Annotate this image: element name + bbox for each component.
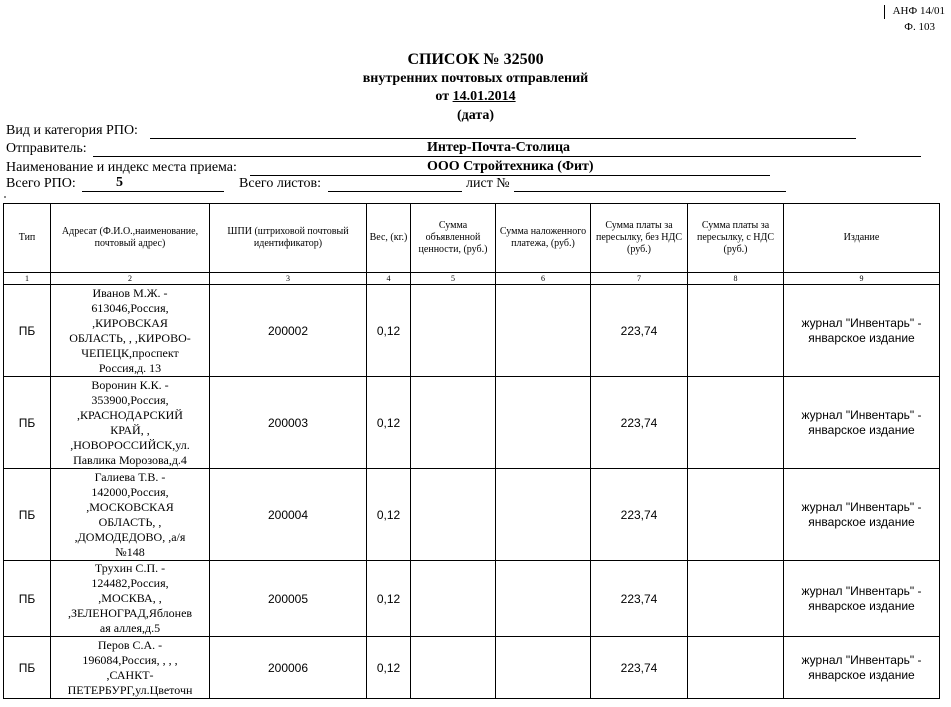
type-cell: ПБ bbox=[4, 377, 51, 469]
col-num: 5 bbox=[411, 273, 496, 285]
document-date bbox=[0, 89, 951, 105]
text-cursor bbox=[884, 5, 885, 19]
address-line: КРАЙ, , bbox=[110, 422, 150, 437]
declared-cell bbox=[411, 377, 496, 469]
col-num: 9 bbox=[784, 273, 940, 285]
fee-vat-cell bbox=[688, 561, 784, 637]
address-cell bbox=[51, 469, 210, 561]
fee-cell: 223,74 bbox=[591, 469, 688, 561]
address-line: Воронин К.К. - bbox=[91, 377, 169, 392]
address-line: Перов С.А. - bbox=[97, 637, 163, 652]
date-value: 14.01.2014 bbox=[452, 89, 516, 104]
fee-vat-cell bbox=[688, 285, 784, 377]
header-addressee: Адресат (Ф.И.О.,наименование, почтовый адрес) bbox=[51, 204, 210, 273]
address-line: ,ЗЕЛЕНОГРАД,Яблонев bbox=[67, 606, 193, 620]
column-numbers-row bbox=[4, 273, 940, 285]
address-line: ая аллея,д.5 bbox=[99, 621, 161, 635]
col-num: 4 bbox=[367, 273, 411, 285]
header-shpi: ШПИ (штриховой почтовый идентификатор) bbox=[210, 204, 367, 273]
edition-cell bbox=[784, 377, 940, 469]
type-cell: ПБ bbox=[4, 469, 51, 561]
col-num: 7 bbox=[591, 273, 688, 285]
address-line: ЧЕПЕЦК,проспект bbox=[81, 345, 179, 360]
header-row bbox=[4, 204, 940, 273]
sender-value: Интер-Почта-Столица bbox=[427, 140, 571, 155]
weight-cell: 0,12 bbox=[367, 637, 411, 699]
table-row bbox=[4, 377, 940, 469]
table-row bbox=[4, 469, 940, 561]
header-type: Тип bbox=[4, 204, 51, 273]
sheet-line bbox=[514, 191, 786, 192]
address-line: Павлика Морозова,д.4 bbox=[73, 452, 187, 467]
col-num: 8 bbox=[688, 273, 784, 285]
weight-cell: 0,12 bbox=[367, 377, 411, 469]
declared-cell bbox=[411, 561, 496, 637]
address-line: №148 bbox=[115, 544, 145, 559]
fee-cell: 223,74 bbox=[591, 637, 688, 699]
address-cell bbox=[51, 285, 210, 377]
edition-cell bbox=[784, 469, 940, 561]
header-declared-value: Сумма объявленной ценности, (руб.) bbox=[411, 204, 496, 273]
date-caption: (дата) bbox=[456, 108, 495, 123]
edition-cell bbox=[784, 637, 940, 699]
margin-mark bbox=[4, 196, 6, 198]
place-value: ООО Стройтехника (Фит) bbox=[427, 159, 594, 174]
edition-line: январское издание bbox=[808, 667, 915, 682]
sheet-label: лист № bbox=[466, 176, 510, 191]
fee-vat-cell bbox=[688, 637, 784, 699]
header-weight: Вес, (кг.) bbox=[367, 204, 411, 273]
shpi-cell: 200002 bbox=[210, 285, 367, 377]
table-row bbox=[4, 285, 940, 377]
total-line bbox=[82, 191, 224, 192]
edition-line: январское издание bbox=[808, 598, 915, 613]
shpi-cell: 200004 bbox=[210, 469, 367, 561]
address-clip bbox=[51, 638, 209, 698]
edition-cell bbox=[784, 561, 940, 637]
cod-cell bbox=[496, 285, 591, 377]
address-cell bbox=[51, 637, 210, 699]
header-fee: Сумма платы за пересылку, без НДС (руб.) bbox=[591, 204, 688, 273]
edition-line: журнал "Инвентарь" - bbox=[801, 407, 922, 422]
shpi-cell: 200003 bbox=[210, 377, 367, 469]
table-row bbox=[4, 637, 940, 699]
document-title: СПИСОК № 32500 bbox=[407, 51, 544, 68]
cod-cell bbox=[496, 561, 591, 637]
type-cell: ПБ bbox=[4, 637, 51, 699]
address-line: Галиева Т.В. - bbox=[94, 469, 166, 484]
address-line: ОБЛАСТЬ, , bbox=[98, 514, 162, 529]
weight-cell: 0,12 bbox=[367, 285, 411, 377]
edition-line: январское издание bbox=[808, 422, 915, 437]
address-line: 613046,Россия, bbox=[91, 300, 169, 315]
edition-line: январское издание bbox=[808, 330, 915, 345]
address-line: 142000,Россия, bbox=[91, 484, 169, 499]
form-number: Ф. 103 bbox=[904, 21, 935, 33]
address-line: Трухин С.П. - bbox=[94, 561, 166, 575]
fee-cell: 223,74 bbox=[591, 377, 688, 469]
col-num: 6 bbox=[496, 273, 591, 285]
address-line: ,КИРОВСКАЯ bbox=[92, 315, 168, 330]
address-line: 196084,Россия, , , , bbox=[82, 652, 178, 667]
address-line: ,МОСКОВСКАЯ bbox=[86, 499, 174, 514]
address-line: 353900,Россия, bbox=[91, 392, 169, 407]
date-prefix: от bbox=[435, 89, 450, 104]
edition-line: журнал "Инвентарь" - bbox=[801, 583, 922, 598]
sheets-label: Всего листов: bbox=[239, 176, 321, 191]
total-label: Всего РПО: bbox=[6, 176, 76, 191]
address-line: 124482,Россия, bbox=[91, 576, 169, 590]
col-num: 2 bbox=[51, 273, 210, 285]
fee-cell: 223,74 bbox=[591, 561, 688, 637]
declared-cell bbox=[411, 469, 496, 561]
sender-line bbox=[93, 156, 921, 157]
cod-cell bbox=[496, 637, 591, 699]
type-cell: ПБ bbox=[4, 285, 51, 377]
header-cod: Сумма наложенного платежа, (руб.) bbox=[496, 204, 591, 273]
document-subtitle: внутренних почтовых отправлений bbox=[362, 71, 589, 86]
form-code: АНФ 14/01 bbox=[892, 5, 945, 17]
place-label: Наименование и индекс места приема: bbox=[6, 160, 237, 175]
address-line: Россия,д. 13 bbox=[98, 360, 162, 375]
edition-line: журнал "Инвентарь" - bbox=[801, 652, 922, 667]
header-edition: Издание bbox=[784, 204, 940, 273]
header-fee-vat: Сумма платы за пересылку, с НДС (руб.) bbox=[688, 204, 784, 273]
sheets-line bbox=[328, 191, 462, 192]
address-line: ,МОСКВА, , bbox=[98, 591, 162, 605]
shpi-cell: 200006 bbox=[210, 637, 367, 699]
kind-label: Вид и категория РПО: bbox=[6, 123, 138, 138]
weight-cell: 0,12 bbox=[367, 561, 411, 637]
declared-cell bbox=[411, 285, 496, 377]
declared-cell bbox=[411, 637, 496, 699]
col-num: 1 bbox=[4, 273, 51, 285]
sender-label: Отправитель: bbox=[6, 141, 87, 156]
address-cell bbox=[51, 561, 210, 637]
type-cell: ПБ bbox=[4, 561, 51, 637]
fee-vat-cell bbox=[688, 377, 784, 469]
cod-cell bbox=[496, 469, 591, 561]
edition-line: журнал "Инвентарь" - bbox=[801, 315, 922, 330]
col-num: 3 bbox=[210, 273, 367, 285]
weight-cell: 0,12 bbox=[367, 469, 411, 561]
edition-cell bbox=[784, 285, 940, 377]
address-cell bbox=[51, 377, 210, 469]
address-line: ,КРАСНОДАРСКИЙ bbox=[77, 407, 183, 422]
fee-vat-cell bbox=[688, 469, 784, 561]
edition-line: январское издание bbox=[808, 514, 915, 529]
address-line: ,НОВОРОССИЙСК,ул. bbox=[70, 437, 190, 452]
address-line: ,САНКТ- bbox=[106, 667, 154, 682]
cod-cell bbox=[496, 377, 591, 469]
kind-line bbox=[150, 138, 856, 139]
fee-cell: 223,74 bbox=[591, 285, 688, 377]
edition-line: журнал "Инвентарь" - bbox=[801, 499, 922, 514]
address-line: ПЕТЕРБУРГ,ул.Цветочн bbox=[67, 682, 193, 697]
address-line: ОБЛАСТЬ, , ,КИРОВО- bbox=[69, 330, 191, 345]
table-row bbox=[4, 561, 940, 637]
shpi-cell: 200005 bbox=[210, 561, 367, 637]
mailing-table bbox=[3, 203, 940, 699]
place-line bbox=[250, 175, 770, 176]
address-line: ,ДОМОДЕДОВО, ,а/я bbox=[74, 529, 186, 544]
address-line: Иванов М.Ж. - bbox=[92, 285, 168, 300]
total-value: 5 bbox=[116, 175, 123, 190]
